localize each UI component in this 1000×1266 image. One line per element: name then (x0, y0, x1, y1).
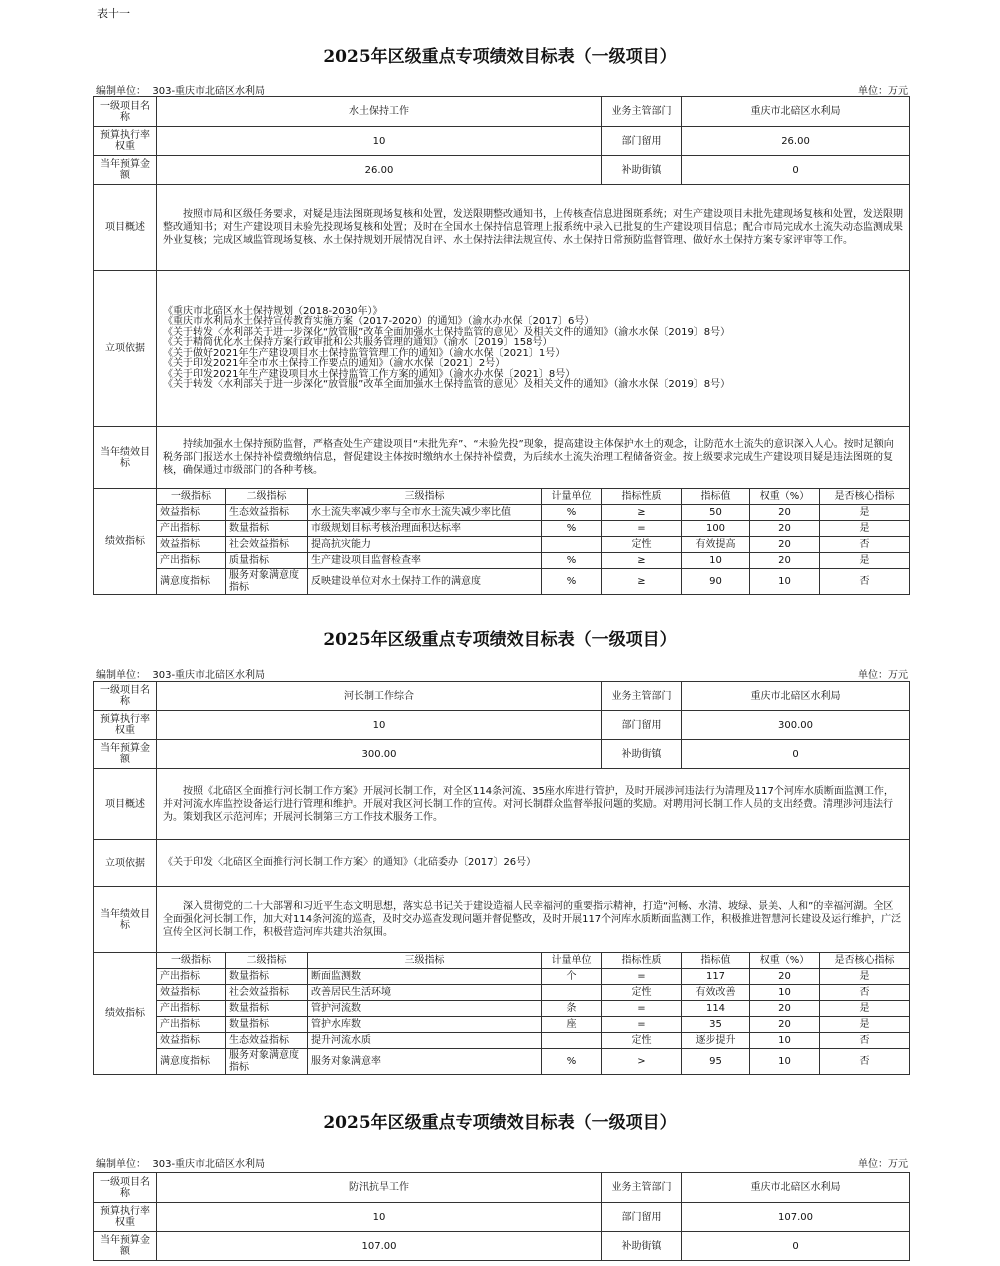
level2: 数量指标 (226, 1017, 308, 1033)
level3: 市级规划目标考核治理面积达标率 (308, 521, 542, 537)
weight: 20 (750, 1017, 820, 1033)
indicator-row (94, 1017, 910, 1033)
measure-unit: % (542, 569, 602, 595)
indicator-header: 指标值 (682, 953, 750, 969)
measure-unit: % (542, 505, 602, 521)
measure-unit: 座 (542, 1017, 602, 1033)
level2: 社会效益指标 (226, 537, 308, 553)
basis-list (157, 840, 910, 887)
nature: = (602, 1001, 682, 1017)
indicator-header: 计量单位 (542, 953, 602, 969)
weight: 20 (750, 505, 820, 521)
money-unit: 单位：万元 (858, 1159, 908, 1170)
level3: 管护水库数 (308, 1017, 542, 1033)
level1: 产出指标 (157, 969, 226, 985)
budget-value: 26.00 (157, 156, 602, 185)
is-core: 是 (820, 505, 910, 521)
value: 100 (682, 521, 750, 537)
weight-value: 10 (157, 127, 602, 156)
value: 95 (682, 1049, 750, 1075)
project-name-value: 水土保持工作 (157, 97, 602, 127)
nature: = (602, 969, 682, 985)
target-label: 当年绩效目标 (94, 887, 157, 953)
measure-unit: % (542, 1049, 602, 1075)
value: 50 (682, 505, 750, 521)
measure-unit (542, 537, 602, 553)
table-title: 2025年区级重点专项绩效目标表（一级项目） (323, 1113, 677, 1133)
dept-use-value: 26.00 (682, 127, 910, 156)
nature: 定性 (602, 1033, 682, 1049)
table-title: 2025年区级重点专项绩效目标表（一级项目） (323, 630, 677, 650)
basis-item: 《关于精简优化水土保持方案行政审批和公共服务管理的通知》（渝水〔2019〕158号） (163, 337, 553, 348)
weight: 20 (750, 553, 820, 569)
dept-value: 重庆市北碚区水利局 (682, 682, 910, 711)
target-text: 持续加强水土保持预防监督，严格查处生产建设项目“未批先弃”、“未验先投”现象，提高建设主体保护水土的观念，让防范水土流失的意识深入人心。按时足额向税务部门报送水土保持补偿费缴纳信息，督促建设主体按时缴纳水土保持补偿费，为后续水土流失治理工程储备资金。按上级要求完成生产建设项目疑是违法图斑的复核，确保通过市级部门的各种考核。 (157, 427, 910, 489)
indicator-row (94, 537, 910, 553)
project-name-value: 河长制工作综合 (157, 682, 602, 711)
is-core: 是 (820, 553, 910, 569)
value: 35 (682, 1017, 750, 1033)
basis-item: 《重庆市水利局水土保持宣传教育实施方案（2017-2020）的通知》（渝水办水保〔2017〕6号） (163, 316, 595, 327)
weight: 10 (750, 1049, 820, 1075)
weight-label: 预算执行率权重 (94, 711, 157, 740)
level1: 效益指标 (157, 1033, 226, 1049)
nature: ≥ (602, 553, 682, 569)
value: 10 (682, 553, 750, 569)
basis-label: 立项依据 (94, 271, 157, 427)
level2: 生态效益指标 (226, 505, 308, 521)
measure-unit: % (542, 553, 602, 569)
dept-value: 重庆市北碚区水利局 (682, 1173, 910, 1203)
weight: 10 (750, 985, 820, 1001)
basis-item: 《关于转发〈水利部关于进一步深化“放管服”改革全面加强水土保持监管的意见〉及相关文件的通知》（渝水水保〔2019〕8号） (163, 379, 731, 390)
dept-use-label: 部门留用 (602, 127, 682, 156)
level3: 断面监测数 (308, 969, 542, 985)
nature: 定性 (602, 985, 682, 1001)
overview-text: 按照市局和区级任务要求，对疑是违法图斑现场复核和处置，发送限期整改通知书，上传核查信息进图斑系统；对生产建设项目未批先建现场复核和处置，发送限期整改通知书；对生产建设项目未验先投现场复核和处置；及时在全国水土保持信息管理上报系统中录入已批复的生产建设项目信息；配合市局完成水土流失动态监测成果外业复核；完成区域监管现场复核、水土保持规划开展情况自评、水土保持法律法规宣传、水土保持日常预防监督管理、做好水土保持方案专家评审等工作。 (157, 185, 910, 271)
value: 有效改善 (682, 985, 750, 1001)
level3: 水土流失率减少率与全市水土流失减少率比值 (308, 505, 542, 521)
level2: 质量指标 (226, 553, 308, 569)
indicator-header: 二级指标 (226, 953, 308, 969)
dept-use-value: 107.00 (682, 1203, 910, 1232)
weight: 20 (750, 537, 820, 553)
page-label: 表十一 (97, 7, 130, 20)
value: 逐步提升 (682, 1033, 750, 1049)
is-core: 是 (820, 521, 910, 537)
budget-value: 300.00 (157, 740, 602, 769)
project-name-value: 防汛抗旱工作 (157, 1173, 602, 1203)
level1: 满意度指标 (157, 569, 226, 595)
budget-label: 当年预算金额 (94, 1232, 157, 1261)
level2: 数量指标 (226, 1001, 308, 1017)
level2: 社会效益指标 (226, 985, 308, 1001)
value: 90 (682, 569, 750, 595)
unit-prefix: 编制单位： (96, 86, 146, 97)
is-core: 否 (820, 985, 910, 1001)
indicator-header: 二级指标 (226, 489, 308, 505)
level3: 管护河流数 (308, 1001, 542, 1017)
basis-item: 《关于转发〈水利部关于进一步深化“放管服”改革全面加强水土保持监管的意见〉及相关文件的通知》（渝水水保〔2019〕8号） (163, 326, 731, 338)
overview-label: 项目概述 (94, 185, 157, 271)
indicator-header: 是否核心指标 (820, 953, 910, 969)
indicator-header: 三级指标 (308, 489, 542, 505)
table-meta (96, 82, 908, 97)
basis-item: 《关于印发2021年全市水土保持工作要点的通知》（渝水水保〔2021〕2号） (163, 358, 506, 369)
table-title: 2025年区级重点专项绩效目标表（一级项目） (323, 47, 677, 67)
weight: 10 (750, 1033, 820, 1049)
project-name-label: 一级项目名称 (94, 682, 157, 711)
target-text: 深入贯彻党的二十大部署和习近平生态文明思想，落实总书记关于建设造福人民幸福河的重要指示精神，打造“河畅、水清、坡绿、景美、人和”的幸福河湖。全区全面强化河长制工作，加大对114条河流的巡查，及时交办巡查发现问题并督促整改，及时开展117个河库水质断面监测工作，积极推进智慧河长建设及运行维护，广泛宣传全区河长制工作，积极营造河库共建共治氛围。 (157, 887, 910, 953)
indicator-header: 三级指标 (308, 953, 542, 969)
indicator-header: 指标性质 (602, 489, 682, 505)
indicator-row (94, 1001, 910, 1017)
level1: 产出指标 (157, 553, 226, 569)
basis-item: 《关于印发〈北碚区全面推行河长制工作方案〉的通知》（北碚委办〔2017〕26号） (163, 856, 537, 868)
indicator-header: 权重（%） (750, 489, 820, 505)
indicator-row (94, 985, 910, 1001)
value: 117 (682, 969, 750, 985)
indicator-row (94, 1033, 910, 1049)
measure-unit: % (542, 521, 602, 537)
level3: 提高抗灾能力 (308, 537, 542, 553)
weight-label: 预算执行率权重 (94, 127, 157, 156)
measure-unit (542, 985, 602, 1001)
nature: ≥ (602, 569, 682, 595)
overview-text: 按照《北碚区全面推行河长制工作方案》开展河长制工作，对全区114条河流、35座水库进行管护，及时开展涉河违法行为清理及117个河库水质断面监测工作，并对河流水库监控设备运行进行管理和维护。开展对我区河长制工作的宣传。对河长制群众监督举报问题的奖励。对聘用河长制工作人员的支出经费。清理涉河违法行为。策划我区示范河库；开展河长制第三方工作技术服务工作。 (157, 769, 910, 840)
weight-label: 预算执行率权重 (94, 1203, 157, 1232)
level2: 数量指标 (226, 969, 308, 985)
level3: 服务对象满意率 (308, 1049, 542, 1075)
table-meta (96, 666, 908, 681)
weight-value: 10 (157, 711, 602, 740)
is-core: 否 (820, 537, 910, 553)
dept-label: 业务主管部门 (602, 97, 682, 127)
is-core: 是 (820, 1017, 910, 1033)
overview-label: 项目概述 (94, 769, 157, 840)
dept-label: 业务主管部门 (602, 1173, 682, 1203)
level2: 服务对象满意度指标 (226, 569, 308, 595)
dept-use-value: 300.00 (682, 711, 910, 740)
unit-name: 303-重庆市北碚区水利局 (152, 670, 266, 681)
indicator-row (94, 521, 910, 537)
value: 有效提高 (682, 537, 750, 553)
unit-name: 303-重庆市北碚区水利局 (152, 1159, 266, 1170)
is-core: 是 (820, 1001, 910, 1017)
nature: ≥ (602, 505, 682, 521)
indicator-header: 是否核心指标 (820, 489, 910, 505)
measure-unit: 个 (542, 969, 602, 985)
nature: 定性 (602, 537, 682, 553)
indicator-header: 一级指标 (157, 489, 226, 505)
budget-label: 当年预算金额 (94, 740, 157, 769)
budget-value: 107.00 (157, 1232, 602, 1261)
is-core: 否 (820, 569, 910, 595)
measure-unit: 条 (542, 1001, 602, 1017)
level3: 提升河流水质 (308, 1033, 542, 1049)
level2: 生态效益指标 (226, 1033, 308, 1049)
indicator-header: 计量单位 (542, 489, 602, 505)
subsidy-label: 补助街镇 (602, 740, 682, 769)
level1: 效益指标 (157, 985, 226, 1001)
indicator-row (94, 505, 910, 521)
money-unit: 单位：万元 (858, 86, 908, 97)
level1: 产出指标 (157, 1001, 226, 1017)
level1: 产出指标 (157, 521, 226, 537)
unit-name: 303-重庆市北碚区水利局 (152, 86, 266, 97)
level2: 服务对象满意度指标 (226, 1049, 308, 1075)
performance-table (93, 1172, 910, 1261)
level1: 满意度指标 (157, 1049, 226, 1075)
dept-value: 重庆市北碚区水利局 (682, 97, 910, 127)
indicator-header: 指标值 (682, 489, 750, 505)
subsidy-label: 补助街镇 (602, 1232, 682, 1261)
dept-use-label: 部门留用 (602, 1203, 682, 1232)
weight: 20 (750, 521, 820, 537)
indicator-row (94, 553, 910, 569)
basis-list (157, 271, 910, 427)
level1: 效益指标 (157, 537, 226, 553)
weight-value: 10 (157, 1203, 602, 1232)
target-label: 当年绩效目标 (94, 427, 157, 489)
subsidy-value: 0 (682, 740, 910, 769)
measure-unit (542, 1033, 602, 1049)
table-meta (96, 1155, 908, 1170)
value: 114 (682, 1001, 750, 1017)
indicator-header: 指标性质 (602, 953, 682, 969)
unit-prefix: 编制单位： (96, 670, 146, 681)
level3: 生产建设项目监督检查率 (308, 553, 542, 569)
is-core: 否 (820, 1033, 910, 1049)
indicator-row (94, 1049, 910, 1075)
performance-table (93, 681, 910, 1075)
nature: = (602, 1017, 682, 1033)
indicators-label: 绩效指标 (94, 489, 157, 595)
level1: 产出指标 (157, 1017, 226, 1033)
project-name-label: 一级项目名称 (94, 97, 157, 127)
subsidy-label: 补助街镇 (602, 156, 682, 185)
unit-prefix: 编制单位： (96, 1159, 146, 1170)
basis-label: 立项依据 (94, 840, 157, 887)
level1: 效益指标 (157, 505, 226, 521)
level3: 改善居民生活环境 (308, 985, 542, 1001)
is-core: 否 (820, 1049, 910, 1075)
is-core: 是 (820, 969, 910, 985)
dept-use-label: 部门留用 (602, 711, 682, 740)
basis-item: 《关于做好2021年生产建设项目水土保持监管管理工作的通知》（渝水水保〔2021〕1号） (163, 347, 566, 359)
basis-item: 《关于印发2021年生产建设项目水土保持监管工作方案的通知》（渝水办水保〔2021〕8号） (163, 368, 576, 380)
dept-label: 业务主管部门 (602, 682, 682, 711)
basis-item: 《重庆市北碚区水土保持规划（2018-2030年）》 (163, 305, 383, 317)
weight: 20 (750, 969, 820, 985)
indicator-row (94, 569, 910, 595)
project-name-label: 一级项目名称 (94, 1173, 157, 1203)
nature: = (602, 521, 682, 537)
subsidy-value: 0 (682, 156, 910, 185)
money-unit: 单位：万元 (858, 670, 908, 681)
budget-label: 当年预算金额 (94, 156, 157, 185)
indicators-label: 绩效指标 (94, 953, 157, 1075)
indicator-row (94, 969, 910, 985)
indicator-header: 权重（%） (750, 953, 820, 969)
weight: 20 (750, 1001, 820, 1017)
performance-table (93, 96, 910, 595)
nature: > (602, 1049, 682, 1075)
indicator-header: 一级指标 (157, 953, 226, 969)
level3: 反映建设单位对水土保持工作的满意度 (308, 569, 542, 595)
level2: 数量指标 (226, 521, 308, 537)
subsidy-value: 0 (682, 1232, 910, 1261)
weight: 10 (750, 569, 820, 595)
